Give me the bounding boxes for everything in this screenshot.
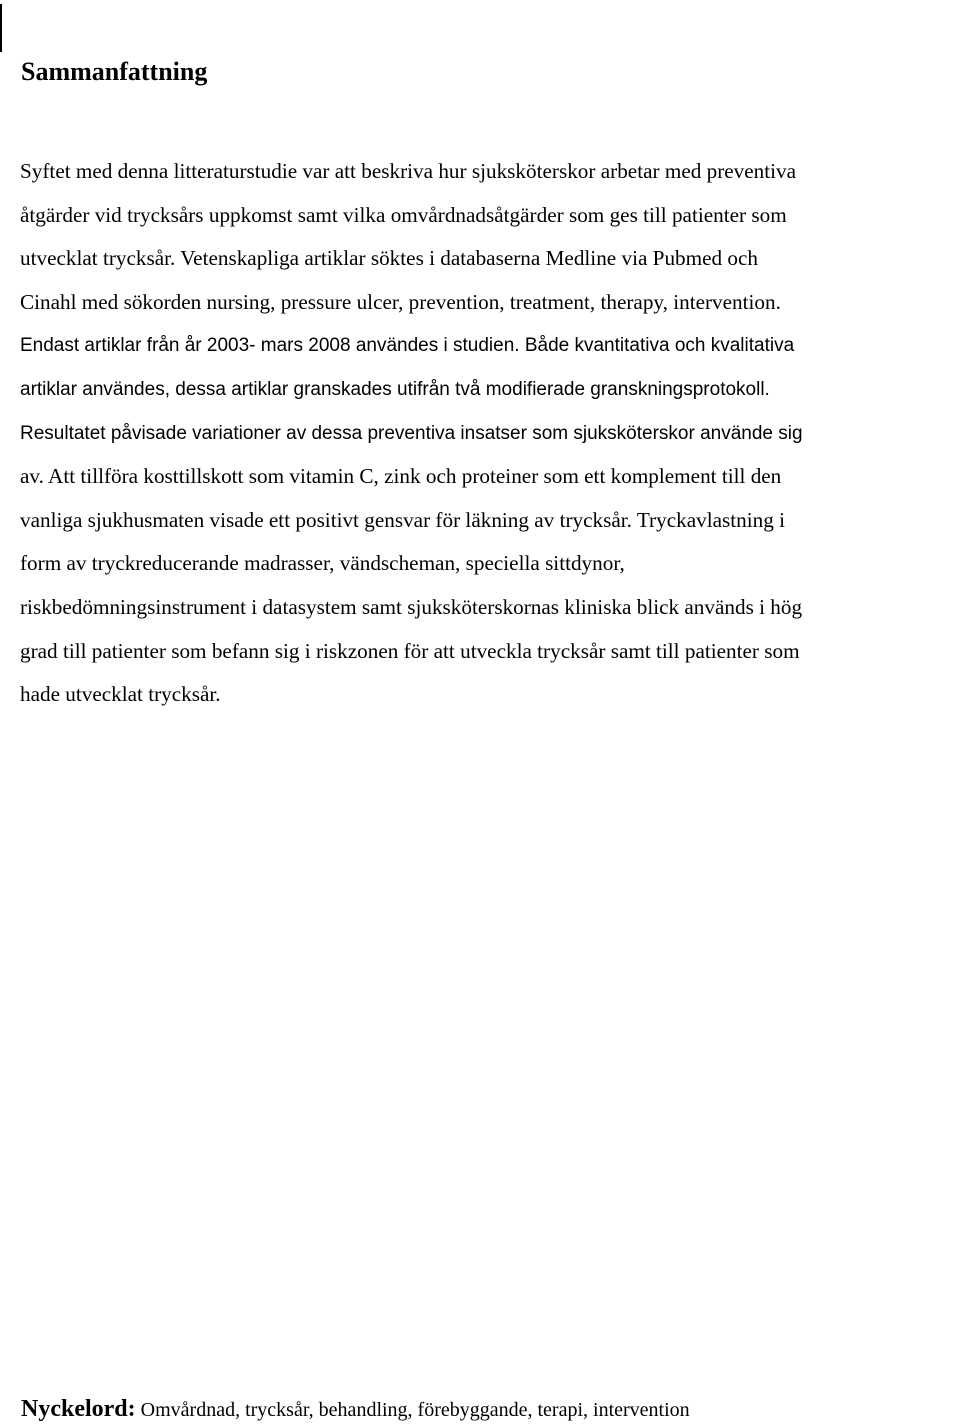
abstract-line: utvecklat trycksår. Vetenskapliga artiklar söktes i databaserna Medline via Pubmed och bbox=[20, 246, 759, 271]
abstract-line: åtgärder vid trycksårs uppkomst samt vilka omvårdnadsåtgärder som ges till patienter som bbox=[20, 202, 787, 227]
keywords-line bbox=[21, 1394, 690, 1425]
abstract-line: Resultatet påvisade variationer av dessa preventiva insatser som sjuksköterskor använde sig bbox=[20, 422, 803, 444]
abstract-line: av. Att tillföra kosttillskott som vitamin C, zink och proteiner som ett komplement till den bbox=[20, 464, 782, 489]
abstract-line: hade utvecklat trycksår. bbox=[20, 682, 221, 707]
abstract-line: Cinahl med sökorden nursing, pressure ulcer, prevention, treatment, therapy, intervention. bbox=[20, 289, 781, 314]
abstract-line: artiklar användes, dessa artiklar granskades utifrån två modifierade granskningsprotokoll. bbox=[20, 378, 770, 400]
abstract-line: riskbedömningsinstrument i datasystem samt sjuksköterskornas kliniska blick används i hög bbox=[20, 594, 803, 619]
keywords-text: Omvårdnad, trycksår, behandling, förebyggande, terapi, intervention bbox=[135, 1399, 690, 1421]
abstract-body bbox=[20, 150, 960, 717]
abstract-line: Syftet med denna litteraturstudie var att beskriva hur sjuksköterskor arbetar med preventiva bbox=[20, 159, 797, 183]
page-title: Sammanfattning bbox=[21, 57, 208, 86]
abstract-line: form av tryckreducerande madrasser, vändscheman, speciella sittdynor, bbox=[20, 551, 625, 576]
abstract-line: vanliga sjukhusmaten visade ett positivt gensvar för läkning av trycksår. Tryckavlastning i bbox=[20, 507, 785, 532]
abstract-line: grad till patienter som befann sig i riskzonen för att utveckla trycksår samt till patienter som bbox=[20, 638, 800, 663]
text-cursor bbox=[0, 4, 2, 52]
abstract-line: Endast artiklar från år 2003- mars 2008 användes i studien. Både kvantitativa och kvalitativa bbox=[20, 335, 795, 357]
keywords-label: Nyckelord: bbox=[21, 1396, 136, 1422]
